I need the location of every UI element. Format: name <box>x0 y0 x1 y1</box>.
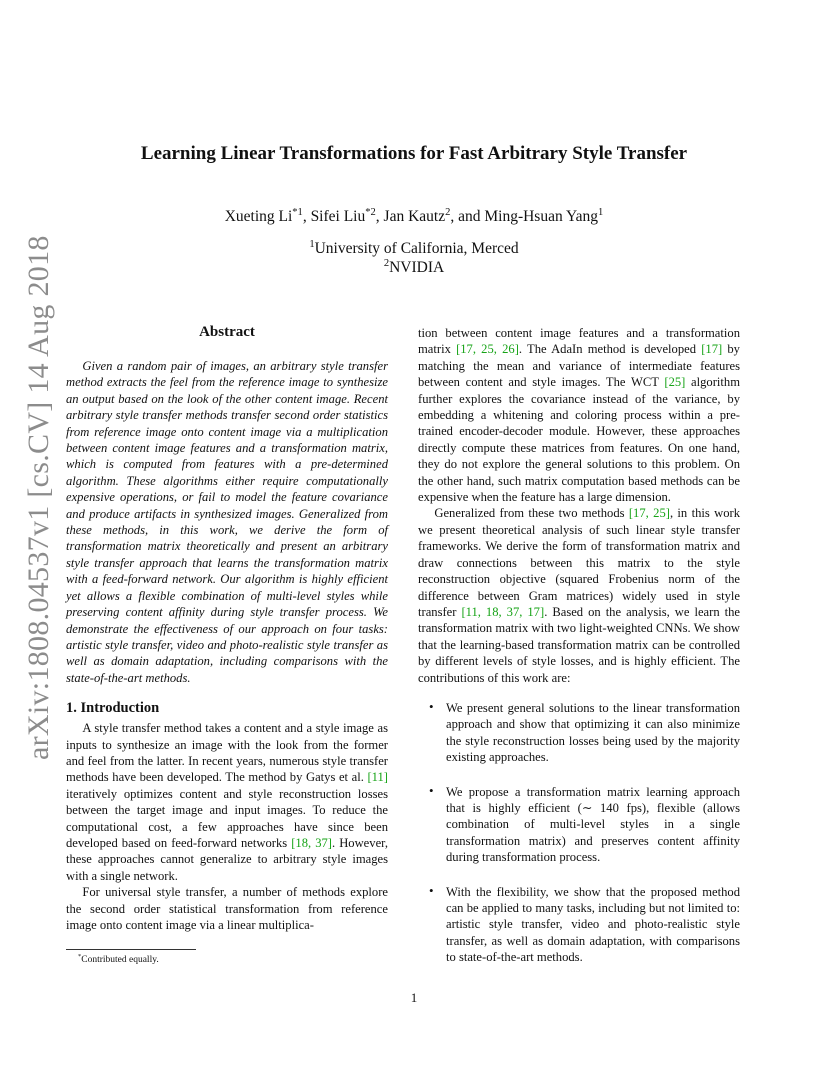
list-item-text: We propose a transformation matrix learning approach that is highly efficient (∼ 140 fps), flexible (allows combination of multi-level styles in a single transformation matrix) and preserves content affinity during transformation process. <box>446 784 740 865</box>
author-affiliation-mark: 2 <box>445 206 451 218</box>
citation-link[interactable]: [11, 18, 37, 17] <box>461 604 545 619</box>
text-run: iteratively optimizes content and style reconstruction losses between the target image and input images. To reduce the computational cost, a few approaches have since been developed based on feed-forward networks <box>66 786 388 850</box>
author-name: Ming-Hsuan Yang <box>484 208 599 225</box>
intro-paragraph-2: For universal style transfer, a number of methods explore the second order statistical transformation from reference image onto content image via a linear multiplica- <box>66 885 388 932</box>
citation-link[interactable]: [17, 25] <box>628 506 670 521</box>
text-run: , in this work we present theoretical analysis of such linear style transfer frameworks. We derive the form of transformation matrix and draw connections between this matrix to the style reconstruction objective (squared Frobenius norm of the difference between Gram matrices) widely used in style transfer <box>418 506 740 619</box>
text-run: Generalized from these two methods <box>434 506 629 521</box>
bullet-icon: • <box>429 882 434 898</box>
intro-paragraph-1 <box>66 720 388 884</box>
paper-title: Learning Linear Transformations for Fast Arbitrary Style Transfer <box>140 143 688 164</box>
affiliation-1 <box>0 240 828 258</box>
affiliation-mark: 1 <box>309 238 315 250</box>
text-run: by matching the mean and variance of intermediate features between content and style images. The WCT <box>418 342 740 390</box>
right-paragraph-1 <box>418 325 740 505</box>
list-item-text: We present general solutions to the linear transformation approach and show that optimizing it can also minimize the style reconstruction losses being used by the majority existing approaches. <box>446 700 740 765</box>
bullet-icon: • <box>429 698 434 714</box>
author-separator: , and <box>450 208 485 225</box>
author-name: Xueting Li <box>224 208 293 225</box>
left-column <box>66 322 388 966</box>
text-run: . The AdaIn method is developed <box>518 342 702 357</box>
text-run: A style transfer method takes a content and a style image as inputs to synthesize an image with the look from the former and feel from the latter. In recent years, numerous style transfer methods have been developed. The method by Gatys et al. <box>66 721 388 785</box>
author-name: Jan Kautz <box>383 208 446 225</box>
list-item-text: With the flexibility, we show that the proposed method can be applied to many tasks, including but not limited to: artistic style transfer, video and photo-realistic style transfer, as well as domain adaptation, with comparisons to state-of-the-art methods. <box>446 884 740 965</box>
citation-link[interactable]: [25] <box>664 375 686 390</box>
contributions-list <box>418 700 740 966</box>
author-name: Sifei Liu <box>310 208 366 225</box>
author-separator: , <box>302 208 311 225</box>
text-run: tion between content image features and a transformation matrix <box>418 326 740 357</box>
footnote-text: Contributed equally. <box>81 955 159 966</box>
citation-link[interactable]: [11] <box>367 770 388 785</box>
list-item <box>418 884 740 966</box>
citation-link[interactable]: [18, 37] <box>291 835 332 850</box>
text-run: . Based on the analysis, we learn the transformation matrix with two light-weighted CNNs. We show that the learning-based transformation matrix can be controlled by different levels of style losses, and is highly efficient. The contributions of this work are: <box>418 604 741 685</box>
bullet-icon: • <box>429 782 434 798</box>
author-affiliation-mark: 1 <box>598 206 604 218</box>
author-separator: , <box>375 208 384 225</box>
affiliation-name: NVIDIA <box>389 259 445 276</box>
footnote-mark: * <box>78 953 82 961</box>
footnote-rule <box>66 949 196 950</box>
arxiv-identifier: arXiv:1808.04537v1 [cs.CV] 14 Aug 2018 <box>22 235 55 760</box>
abstract-text: Given a random pair of images, an arbitrary style transfer method extracts the feel from the reference image to synthesize an output based on the look of the other content image. Recent arbitrary style transfer methods transfer second order statistics from reference image onto content image via a multiplication between content image features and a transformation matrix, which is computed from features with a pre-determined algorithm. These algorithms either require computationally expensive operations, or fail to model the feature covariance and produce artifacts in synthesized images. Generalized from these methods, in this work, we derive the form of transformation matrix theoretically and present an arbitrary style transfer approach that learns the transformation matrix with a feed-forward network. Our algorithm is highly efficient yet allows a flexible combination of multi-level styles while preserving content affinity during style transfer process. We demonstrate the effectiveness of our approach on four tasks: artistic style transfer, video and photo-realistic style transfer as well as domain adaptation, including comparisons with the state-of-the-art methods. <box>66 359 388 685</box>
list-item <box>418 784 740 866</box>
page-number: 1 <box>410 990 418 1005</box>
right-paragraph-2 <box>418 505 740 685</box>
footnote <box>66 954 388 966</box>
affiliation-2 <box>0 259 828 277</box>
right-column <box>418 325 740 984</box>
citation-link[interactable]: [17, 25, 26] <box>456 342 519 357</box>
author-list <box>0 208 828 226</box>
author-affiliation-mark: *1 <box>292 206 303 218</box>
text-run: algorithm further explores the covariance instead of the variance, by embedding a whitening and coloring process within a pre-trained encoder-decoder module. However, these approaches directly compute these matrices from features. On one hand, they do not explore the general solutions to this problem. On the other hand, such matrix computation based methods can be expensive when the feature has a large dimension. <box>418 375 740 505</box>
affiliation-name: University of California, Merced <box>314 240 519 257</box>
abstract-heading: Abstract <box>199 324 255 340</box>
citation-link[interactable]: [17] <box>701 342 723 357</box>
text-run: . However, these approaches cannot generalize to arbitrary style images with a single network. <box>66 835 388 883</box>
list-item <box>418 700 740 766</box>
author-affiliation-mark: *2 <box>365 206 376 218</box>
affiliation-mark: 2 <box>383 257 390 269</box>
introduction-heading: 1. Introduction <box>66 700 160 717</box>
